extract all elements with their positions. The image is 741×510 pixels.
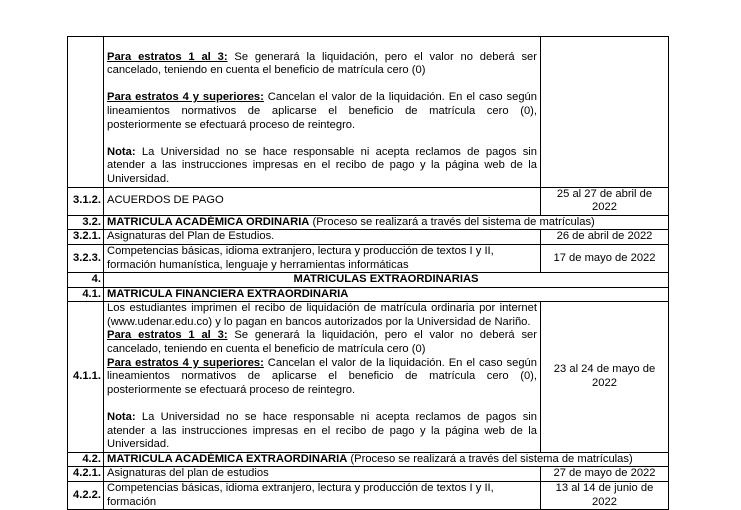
section-header: MATRICULA FINANCIERA EXTRAORDINARIA xyxy=(104,287,669,302)
row-number: 3.1.2. xyxy=(68,187,104,215)
table-row xyxy=(68,467,669,482)
row-text: Competencias básicas, idioma extranjero, lectura y producción de textos I y II, formación humanística, lenguaje y herramientas informáticas xyxy=(104,244,541,272)
table-row xyxy=(68,215,669,230)
date-cell: 17 de mayo de 2022 xyxy=(541,244,669,272)
section-header: MATRICULAS EXTRAORDINARIAS xyxy=(104,273,669,288)
date-cell xyxy=(541,37,669,188)
date-cell: 27 de mayo de 2022 xyxy=(541,467,669,482)
row-text: Asignaturas del plan de estudios xyxy=(104,467,541,482)
row-number: 4. xyxy=(68,273,104,288)
table-row xyxy=(68,37,669,188)
table-row xyxy=(68,244,669,272)
row-number: 4.2. xyxy=(68,452,104,467)
table-row xyxy=(68,452,669,467)
row-number: 4.1.1. xyxy=(68,302,104,453)
table-row xyxy=(68,287,669,302)
row-number: 3.2. xyxy=(68,215,104,230)
row-number: 4.2.2. xyxy=(68,482,104,510)
row-text: Competencias básicas, idioma extranjero, lectura y producción de textos I y II, formación xyxy=(104,482,541,510)
row-number: 4.1. xyxy=(68,287,104,302)
row-number: 3.2.1. xyxy=(68,230,104,245)
date-cell: 13 al 14 de junio de 2022 xyxy=(541,482,669,510)
row-number: 3.2.3. xyxy=(68,244,104,272)
row-text: Asignaturas del Plan de Estudios. xyxy=(104,230,541,245)
section-header: MATRICULA ACADÉMICA ORDINARIA (Proceso se realizará a través del sistema de matrículas) xyxy=(104,215,669,230)
date-cell: 23 al 24 de mayo de 2022 xyxy=(541,302,669,453)
row-title: ACUERDOS DE PAGO xyxy=(104,187,541,215)
table-row xyxy=(68,230,669,245)
calendar-table xyxy=(67,36,669,510)
row-number xyxy=(68,37,104,188)
section-header: MATRICULA ACADÉMICA EXTRAORDINARIA (Proceso se realizará a través del sistema de matrículas) xyxy=(104,452,669,467)
table-row xyxy=(68,187,669,215)
date-cell: 26 de abril de 2022 xyxy=(541,230,669,245)
date-cell: 25 al 27 de abril de 2022 xyxy=(541,187,669,215)
payment-instructions-cell: Para estratos 1 al 3: Se generará la liquidación, pero el valor no deberá ser cancelado, teniendo en cuenta el beneficio de matrícula cero (0) Para estratos 4 y superiores: Cancelan el valor de la liquidación. En el caso según lineamientos normativos de aplicarse el beneficio de matrícula cero (0), posteriormente se efectuará proceso de reintegro. Nota: La Universidad no se hace responsable ni acepta reclamos de pagos sin atender a las instrucciones impresas en el recibo de pago y la página web de la Universidad. xyxy=(104,37,541,188)
table-row xyxy=(68,273,669,288)
payment-instructions-cell: Los estudiantes imprimen el recibo de liquidación de matrícula ordinaria por internet (www.udenar.edu.co) y lo pagan en bancos autorizados por la Universidad de Nariño. Para estratos 1 al 3: Se generará la liquidación, pero el valor no deberá ser cancelado, teniendo en cuenta el beneficio de matrícula cero (0) Para estratos 4 y superiores: Cancelan el valor de la liquidación. En el caso según lineamientos normativos de aplicarse el beneficio de matrícula cero (0), posteriormente se efectuará proceso de reintegro. Nota: La Universidad no se hace responsable ni acepta reclamos de pagos sin atender a las instrucciones impresas en el recibo de pago y la página web de la Universidad. xyxy=(104,302,541,453)
row-number: 4.2.1. xyxy=(68,467,104,482)
table-row xyxy=(68,302,669,453)
